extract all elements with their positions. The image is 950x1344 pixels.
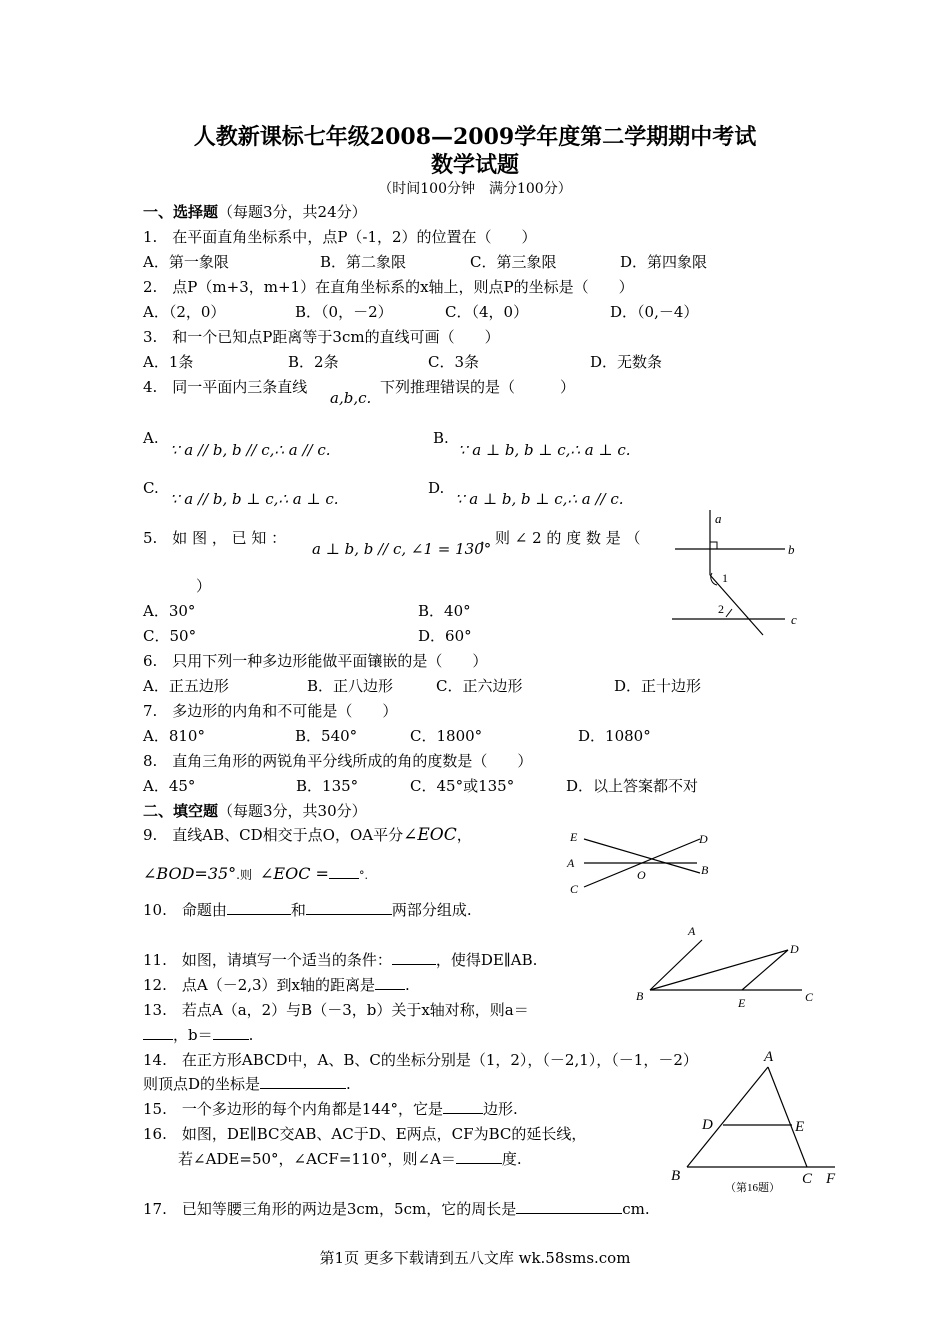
q3-option-a: A．1条: [143, 353, 194, 371]
label-a: A: [688, 924, 696, 938]
figure-caption: （第16题）: [725, 1182, 780, 1194]
q9-figure: [562, 825, 722, 900]
question-13: 13. 若点A（a，2）与B（－3，b）关于x轴对称，则a＝: [143, 1001, 529, 1019]
q4-option-b-label: B.: [433, 429, 449, 447]
q5-option-a: A．30°: [143, 602, 196, 620]
q7-option-b: B．540°: [295, 727, 358, 745]
q11-part-a: 11. 如图，请填写一个适当的条件：: [143, 951, 392, 969]
q1-option-d: D．第四象限: [620, 253, 708, 271]
label-e: E: [738, 996, 746, 1010]
question-8: 8. 直角三角形的两锐角平分线所成的角的度数是（ ）: [143, 752, 533, 770]
q11-blank[interactable]: [392, 950, 436, 965]
question-5-stem-end: ，则 ∠ 2 的 度 数 是 （: [480, 529, 641, 547]
q9-angle-bod: ∠BOD=35°: [143, 864, 237, 883]
q6-option-b: B．正八边形: [307, 677, 394, 695]
q7-option-a: A．810°: [143, 727, 205, 745]
question-4-stem-end: 下列推理错误的是（ ）: [380, 378, 576, 396]
q8-option-b: B．135°: [296, 777, 359, 795]
question-16: 16. 如图，DE∥BC交AB、AC于D、E两点，CF为BC的延长线，: [143, 1125, 587, 1143]
question-14-line2: [143, 1074, 351, 1094]
q4-option-d-label: D.: [428, 479, 445, 497]
q4-option-c-expr: ∵ a // b, b ⊥ c,∴ a ⊥ c.: [170, 490, 339, 508]
q14-end: .: [346, 1075, 351, 1093]
q16-part-a: 若∠ADE=50°，∠ACF=110°，则∠A＝: [178, 1150, 456, 1168]
q13-end: .: [248, 1026, 254, 1044]
question-13-line2: [143, 1025, 253, 1045]
section-note: （每题3分，共30分）: [218, 802, 367, 820]
q10-part-b: 和: [290, 901, 306, 919]
label-d: D: [699, 832, 708, 846]
q6-option-a: A．正五边形: [143, 677, 229, 695]
q2-option-b: B．（0，－2）: [295, 303, 393, 321]
label-b: B: [671, 1168, 681, 1184]
question-9: [143, 825, 472, 845]
question-16-line2: [178, 1149, 522, 1169]
q4-option-d-expr: ∵ a ⊥ b, b ⊥ c,∴ a // c.: [455, 490, 624, 508]
line-ac: [768, 1067, 807, 1167]
question-15: [143, 1099, 518, 1119]
label-a: A: [567, 856, 575, 870]
q15-part-a: 15. 一个多边形的每个内角都是144°，它是: [143, 1100, 443, 1118]
label-b: B: [701, 863, 709, 877]
q10-blank-1[interactable]: [227, 900, 291, 915]
q12-part-a: 12. 点A（－2,3）到x轴的距离是: [143, 976, 376, 994]
question-5-close: ）: [196, 577, 212, 595]
q8-option-d: D．以上答案都不对: [566, 777, 699, 795]
q17-blank[interactable]: [516, 1199, 622, 1214]
q4-option-b-expr: ∵ a ⊥ b, b ⊥ c,∴ a ⊥ c.: [458, 441, 631, 459]
label-e: E: [570, 830, 578, 844]
q1-option-b: B．第二象限: [320, 253, 407, 271]
question-12: [143, 975, 410, 995]
page-title: 人教新课标七年级2008—2009学年度第二学期期中考试: [193, 124, 757, 150]
section-1-header: [143, 202, 367, 222]
label-angle-1: 1: [722, 571, 728, 585]
q9-then: .则: [236, 868, 252, 882]
q5-option-c: C．50°: [143, 627, 197, 645]
q14-blank[interactable]: [260, 1074, 346, 1089]
question-11: [143, 950, 537, 970]
label-a: A: [764, 1049, 774, 1065]
q6-option-c: C．正六边形: [436, 677, 523, 695]
label-c: C: [802, 1171, 813, 1187]
q1-option-c: C．第三象限: [470, 253, 557, 271]
question-7: 7. 多边形的内角和不可能是（ ）: [143, 702, 398, 720]
q4-option-a-expr: ∵ a // b, b // c,∴ a // c.: [170, 441, 331, 459]
section-heading: 二、填空题: [143, 802, 219, 820]
q5-option-b: B．40°: [418, 602, 471, 620]
q5-figure: [660, 505, 810, 640]
right-angle-mark: [710, 542, 717, 549]
q17-part-a: 17. 已知等腰三角形的两边是3cm，5cm，它的周长是: [143, 1200, 517, 1218]
question-4-variables: a,b,c.: [330, 389, 372, 407]
question-14: 14. 在正方形ABCD中，A、B、C的坐标分别是（1，2），（－2,1），（－1，－2）: [143, 1051, 698, 1069]
q3-option-b: B．2条: [288, 353, 339, 371]
q9-angle-eoc-2: ∠EOC =: [260, 864, 329, 883]
q2-option-a: A．（2，0）: [143, 303, 226, 321]
q10-part-a: 10. 命题由: [143, 901, 227, 919]
q15-blank[interactable]: [443, 1099, 483, 1114]
label-angle-2: 2: [718, 602, 724, 616]
q2-option-d: D．（0,－4）: [610, 303, 699, 321]
q8-option-a: A．45°: [143, 777, 196, 795]
line-ab: [687, 1067, 768, 1167]
q4-option-a-label: A.: [143, 429, 159, 447]
q16-blank[interactable]: [456, 1149, 502, 1164]
q2-option-c: C．（4，0）: [445, 303, 529, 321]
q1-option-a: A．第一象限: [143, 253, 229, 271]
question-1: 1. 在平面直角坐标系中，点P（-1，2）的位置在（ ）: [143, 228, 537, 246]
q7-option-c: C．1800°: [410, 727, 483, 745]
angle-2-mark: [726, 609, 732, 617]
label-a: a: [715, 511, 722, 526]
q10-blank-2[interactable]: [306, 900, 392, 915]
q3-option-c: C．3条: [428, 353, 480, 371]
q17-part-b: cm.: [622, 1200, 650, 1218]
question-6: 6. 只用下列一种多边形能做平面镶嵌的是（ ）: [143, 652, 488, 670]
page-footer: 第1页 更多下载请到五八文库 wk.58sms.com: [319, 1249, 631, 1267]
line-ed: [742, 950, 788, 990]
question-17: [143, 1199, 650, 1219]
section-heading: 一、选择题: [143, 203, 219, 221]
q9-unit: °.: [358, 869, 368, 882]
label-b: b: [788, 542, 795, 557]
q11-part-b: ，使得DE∥AB.: [435, 951, 538, 969]
q5-option-d: D．60°: [418, 627, 472, 645]
q16-figure: [665, 1045, 845, 1195]
section-2-header: [143, 801, 367, 821]
question-9-line2: [143, 864, 368, 886]
label-c: c: [791, 612, 797, 627]
q11-figure: [630, 920, 830, 1012]
label-b: B: [636, 989, 644, 1003]
q12-part-b: .: [405, 976, 410, 994]
question-5-stem: 5. 如 图 ， 已 知 ：: [143, 529, 287, 547]
label-e: E: [795, 1119, 805, 1135]
q13-blank-a[interactable]: [143, 1025, 173, 1040]
q9-stem-end: ，: [456, 826, 472, 844]
exam-time-info: （时间100分钟 满分100分）: [378, 181, 572, 197]
label-c: C: [805, 990, 814, 1004]
q9-answer-blank[interactable]: [329, 864, 359, 879]
label-d: D: [790, 942, 799, 956]
page-subtitle-math: 数学试题: [430, 152, 519, 178]
q9-stem: 9. 直线AB、CD相交于点O，OA平分: [143, 826, 404, 844]
question-3: 3. 和一个已知点P距离等于3cm的直线可画（ ）: [143, 328, 500, 346]
q16-part-b: 度.: [501, 1150, 522, 1168]
q3-option-d: D．无数条: [590, 353, 663, 371]
q9-angle-eoc: ∠EOC: [403, 825, 457, 845]
q13-b-label: ，b＝: [173, 1026, 213, 1044]
label-c: C: [570, 882, 579, 896]
q13-blank-b[interactable]: [213, 1025, 249, 1040]
q12-blank[interactable]: [375, 975, 405, 990]
label-f: F: [826, 1171, 836, 1187]
question-2: 2. 点P（m+3，m+1）在直角坐标系的x轴上，则点P的坐标是（ ）: [143, 278, 634, 296]
q7-option-d: D．1080°: [578, 727, 651, 745]
q14-part-a: 则顶点D的坐标是: [143, 1075, 261, 1093]
label-o: O: [637, 868, 646, 882]
q10-part-c: 两部分组成.: [391, 901, 472, 919]
q8-option-c: C．45°或135°: [410, 777, 515, 795]
q15-part-b: 边形.: [483, 1100, 518, 1118]
section-note: （每题3分，共24分）: [218, 203, 367, 221]
q4-option-c-label: C.: [143, 479, 159, 497]
q6-option-d: D．正十边形: [614, 677, 702, 695]
question-10: [143, 900, 472, 920]
question-4-stem: 4. 同一平面内三条直线: [143, 378, 308, 396]
label-d: D: [702, 1117, 713, 1133]
question-5-expr: a ⊥ b, b // c, ∠1 = 130°: [312, 540, 492, 558]
